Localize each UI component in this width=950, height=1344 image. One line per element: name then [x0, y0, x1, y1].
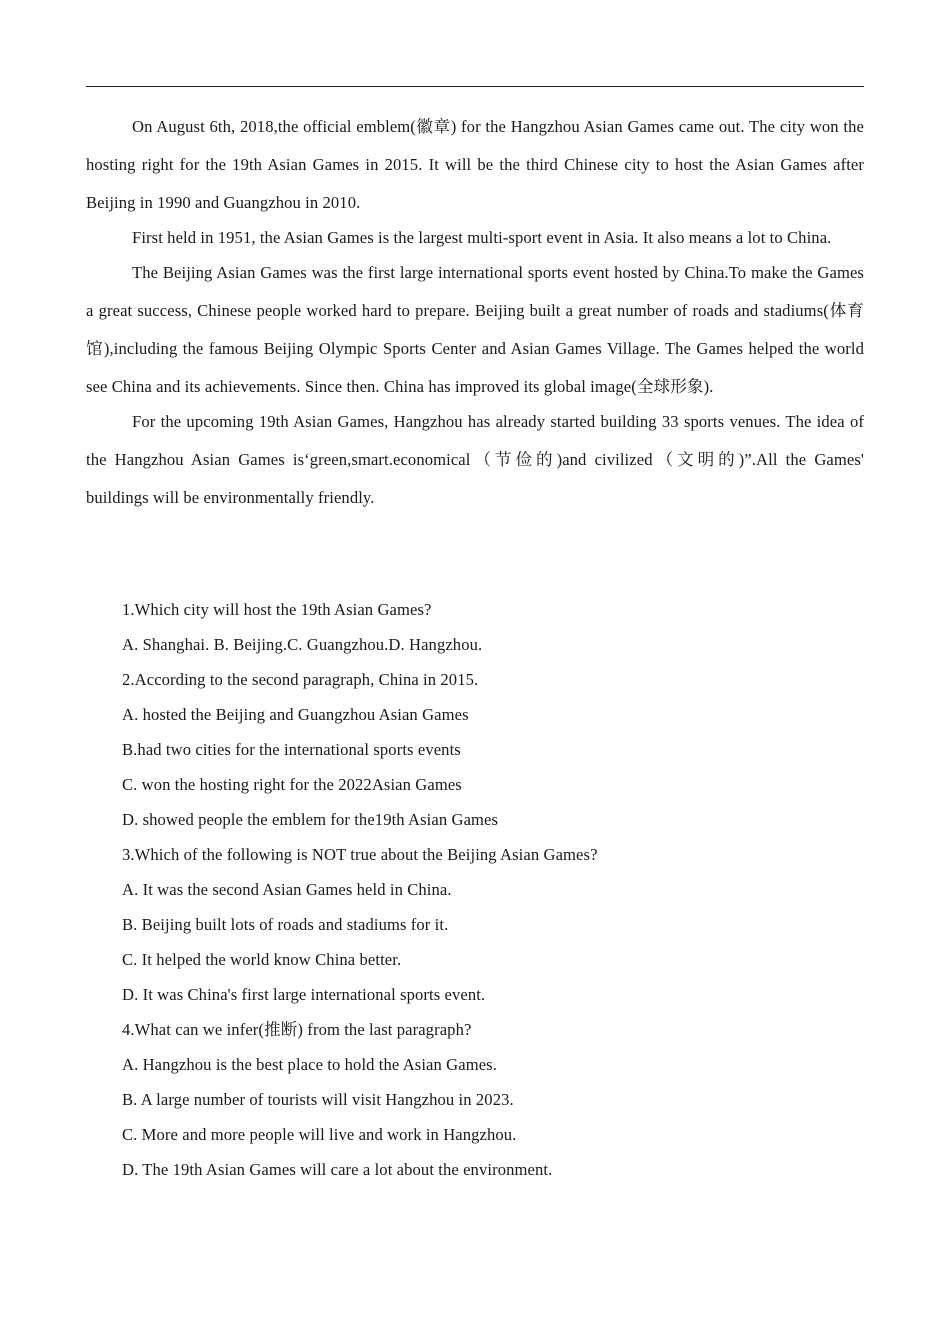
document-page	[86, 0, 864, 1344]
header-rule	[86, 86, 864, 87]
question-1-stem: 1.Which city will host the 19th Asian Games?	[122, 600, 432, 619]
question-4-option-d: D. The 19th Asian Games will care a lot about the environment.	[122, 1160, 553, 1179]
question-4-option-b: B. A large number of tourists will visit Hangzhou in 2023.	[122, 1090, 514, 1109]
question-3-option-c: C. It helped the world know China better.	[122, 950, 402, 969]
reading-passage	[86, 108, 864, 517]
question-3-option-b: B. Beijing built lots of roads and stadiums for it.	[122, 915, 449, 934]
question-4-stem: 4.What can we infer(推断) from the last paragraph?	[122, 1020, 472, 1039]
question-3-stem: 3.Which of the following is NOT true about the Beijing Asian Games?	[122, 845, 598, 864]
question-2-stem: 2.According to the second paragraph, China in 2015.	[122, 670, 479, 689]
question-list	[122, 592, 864, 1187]
question-3-option-a: A. It was the second Asian Games held in China.	[122, 880, 452, 899]
passage-paragraph: On August 6th, 2018,the official emblem(徽章) for the Hangzhou Asian Games came out. The city won the hosting right for the 19th Asian Games in 2015. It will be the third Chinese city to host the Asian Games after Beijing in 1990 and Guangzhou in 2010.	[86, 117, 864, 212]
question-4-option-c: C. More and more people will live and work in Hangzhou.	[122, 1125, 517, 1144]
question-2-option-d: D. showed people the emblem for the19th Asian Games	[122, 810, 499, 829]
question-4-option-a: A. Hangzhou is the best place to hold the Asian Games.	[122, 1055, 497, 1074]
question-1-options: A. Shanghai. B. Beijing.C. Guangzhou.D. Hangzhou.	[122, 635, 483, 654]
question-2-option-b: B.had two cities for the international sports events	[122, 740, 461, 759]
question-3-option-d: D. It was China's first large international sports event.	[122, 985, 486, 1004]
passage-paragraph: The Beijing Asian Games was the first large international sports event hosted by China.To make the Games a great success, Chinese people worked hard to prepare. Beijing built a great number of roads and stadiums(体育馆),including the famous Beijing Olympic Sports Center and Asian Games Village. The Games helped the world see China and its achievements. Since then. China has improved its global image(全球形象).	[86, 263, 864, 396]
question-2-option-a: A. hosted the Beijing and Guangzhou Asian Games	[122, 705, 469, 724]
question-2-option-c: C. won the hosting right for the 2022Asian Games	[122, 775, 462, 794]
passage-paragraph: For the upcoming 19th Asian Games, Hangzhou has already started building 33 sports venues. The idea of the Hangzhou Asian Games is‘green,smart.economical（节俭的)and civilized（文明的)”.All the Games' buildings will be environmentally friendly.	[86, 412, 864, 507]
passage-paragraph: First held in 1951, the Asian Games is the largest multi-sport event in Asia. It also means a lot to China.	[132, 228, 832, 247]
